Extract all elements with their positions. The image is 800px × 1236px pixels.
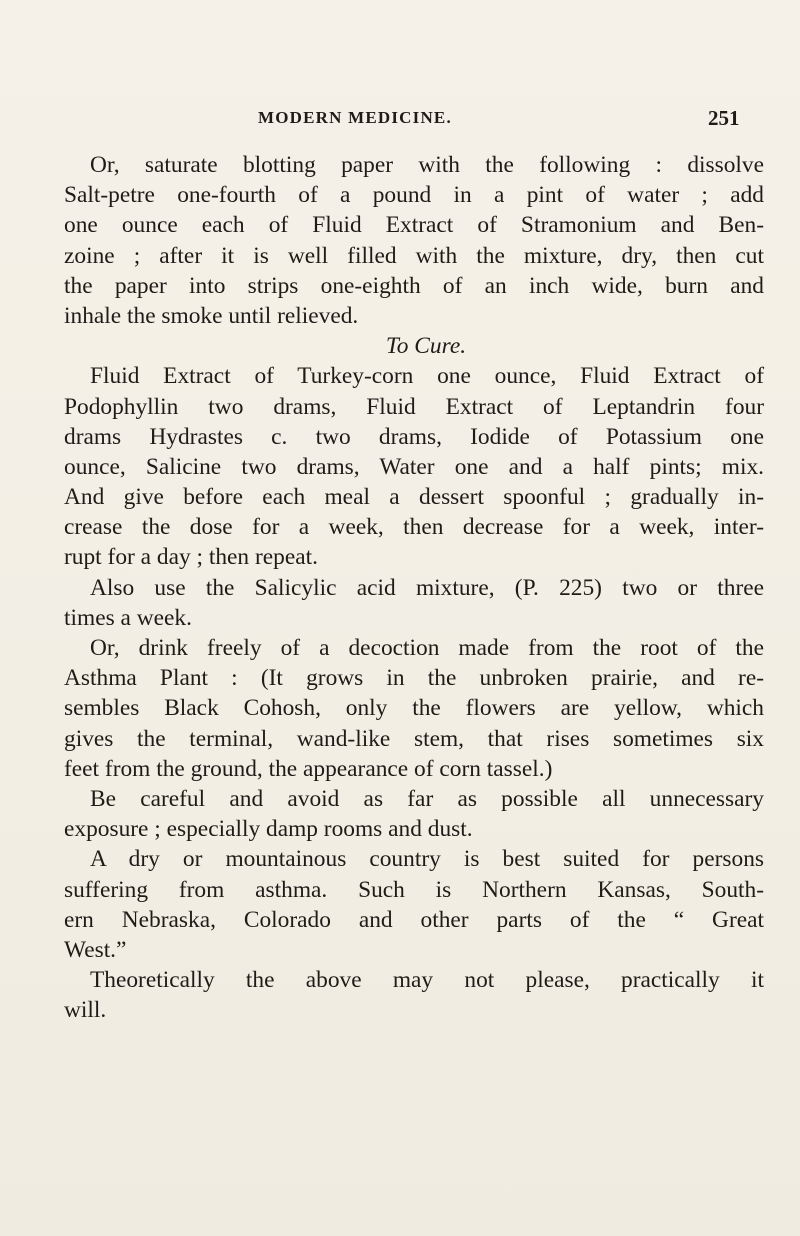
- text-line: ounce, Salicine two drams, Water one and a half pints; mix.: [64, 453, 764, 480]
- text-line: Salt-petre one-fourth of a pound in a pint of water ; add: [64, 182, 764, 209]
- text-line: Theoretically the above may not please, practically it: [90, 967, 764, 994]
- body-text: [64, 150, 764, 1025]
- text-line: feet from the ground, the appearance of corn tassel.): [64, 755, 553, 782]
- section-heading: To Cure.: [385, 333, 467, 360]
- text-line: Fluid Extract of Turkey-corn one ounce, Fluid Extract of: [90, 363, 764, 390]
- text-line: Or, drink freely of a decoction made from the root of the: [90, 635, 764, 661]
- text-line: the paper into strips one-eighth of an inch wide, burn and: [64, 272, 764, 299]
- text-line: Podophyllin two drams, Fluid Extract of Leptandrin four: [64, 393, 764, 420]
- text-line: times a week.: [64, 604, 192, 631]
- text-line: Or, saturate blotting paper with the following : dissolve: [90, 152, 764, 178]
- text-line: one ounce each of Fluid Extract of Stramonium and Ben-: [64, 212, 764, 239]
- text-line: rupt for a day ; then repeat.: [64, 544, 318, 571]
- text-line: Be careful and avoid as far as possible all unnecessary: [90, 785, 764, 812]
- text-line: gives the terminal, wand-like stem, that rises sometimes six: [64, 725, 764, 752]
- text-line: ern Nebraska, Colorado and other parts of the “ Great: [64, 906, 764, 933]
- text-line: West.”: [64, 936, 127, 963]
- text-line: And give before each meal a dessert spoonful ; gradually in-: [64, 484, 764, 511]
- running-title: MODERN MEDICINE.: [258, 108, 452, 127]
- text-line: will.: [64, 997, 107, 1024]
- text-line: exposure ; especially damp rooms and dust.: [64, 816, 473, 843]
- text-line: Also use the Salicylic acid mixture, (P. 225) two or three: [90, 574, 764, 601]
- text-line: suffering from asthma. Such is Northern Kansas, South-: [64, 876, 764, 903]
- text-line: Asthma Plant : (It grows in the unbroken prairie, and re-: [64, 665, 764, 692]
- text-line: crease the dose for a week, then decrease for a week, inter-: [64, 514, 764, 541]
- page-header: [0, 108, 800, 138]
- text-line: sembles Black Cohosh, only the flowers are yellow, which: [64, 695, 764, 722]
- text-line: inhale the smoke until relieved.: [64, 302, 359, 329]
- text-line: drams Hydrastes c. two drams, Iodide of Potassium one: [64, 423, 764, 450]
- page-number: 251: [708, 106, 740, 130]
- text-line: zoine ; after it is well filled with the mixture, dry, then cut: [64, 242, 764, 269]
- text-line: A dry or mountainous country is best suited for persons: [90, 846, 764, 873]
